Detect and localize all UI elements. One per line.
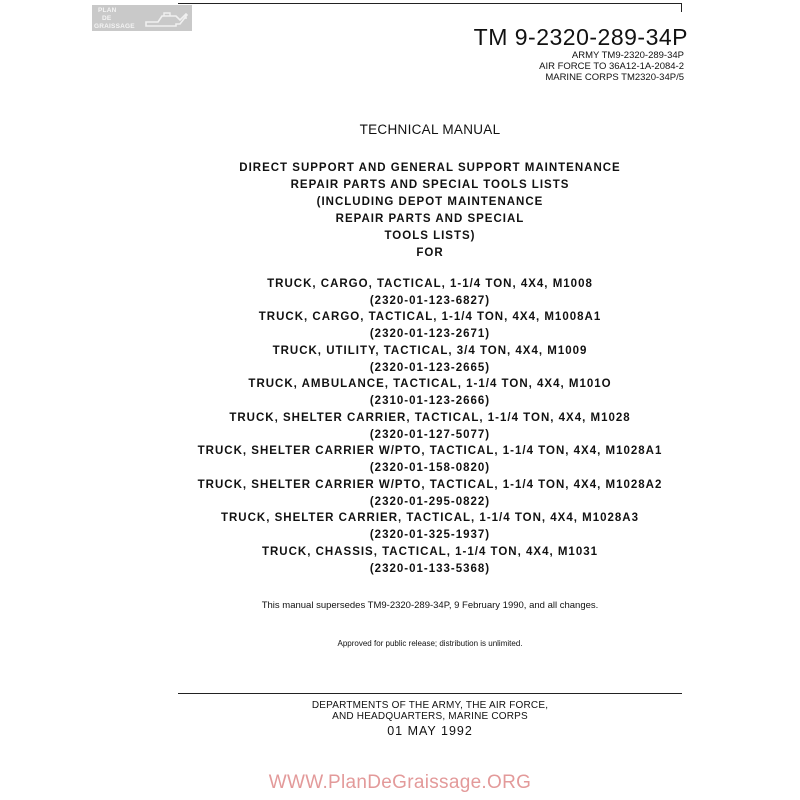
supersedes-notice: This manual supersedes TM9-2320-289-34P, 9 February 1990, and all changes.: [261, 600, 599, 611]
title-line: (INCLUDING DEPOT MAINTENANCE: [316, 196, 544, 208]
air-force-designation: AIR FORCE TO 36A12-1A-2084-2: [539, 61, 684, 72]
title-line: REPAIR PARTS AND SPECIAL: [335, 213, 525, 225]
vehicle-name: TRUCK, UTILITY, TACTICAL, 3/4 TON, 4X4, M1009: [272, 345, 588, 357]
vehicle-name: TRUCK, AMBULANCE, TACTICAL, 1-1/4 TON, 4X4, M101O: [248, 378, 612, 390]
vehicle-nsn: (2320-01-158-0820): [369, 462, 491, 474]
title-line: REPAIR PARTS AND SPECIAL TOOLS LISTS: [290, 179, 570, 191]
vehicle-nsn: (2320-01-123-6827): [369, 295, 491, 307]
vehicle-name: TRUCK, CARGO, TACTICAL, 1-1/4 TON, 4X4, M1008A1: [258, 311, 602, 323]
title-line: DIRECT SUPPORT AND GENERAL SUPPORT MAINTENANCE: [239, 162, 621, 174]
distribution-statement: Approved for public release; distribution is unlimited.: [337, 639, 523, 648]
army-designation: ARMY TM9-2320-289-34P: [571, 50, 684, 61]
bottom-rule: [178, 693, 682, 694]
vehicle-name: TRUCK, SHELTER CARRIER, TACTICAL, 1-1/4 TON, 4X4, M1028A3: [220, 512, 640, 524]
vehicle-nsn: (2320-01-123-2671): [369, 328, 491, 340]
vehicle-nsn: (2320-01-295-0822): [369, 496, 491, 508]
vehicle-nsn: (2320-01-325-1937): [369, 529, 491, 541]
vehicle-name: TRUCK, CARGO, TACTICAL, 1-1/4 TON, 4X4, M1008: [267, 278, 593, 290]
departments-line: DEPARTMENTS OF THE ARMY, THE AIR FORCE,: [311, 700, 549, 711]
title-line: TOOLS LISTS): [384, 230, 476, 242]
vehicle-name: TRUCK, CHASSIS, TACTICAL, 1-1/4 TON, 4X4, M1031: [261, 546, 599, 558]
vehicle-nsn: (2320-01-123-2665): [369, 362, 491, 374]
website-watermark: WWW.PlanDeGraissage.ORG: [268, 772, 532, 793]
logo-text-line2: DE: [102, 15, 112, 22]
vehicle-name: TRUCK, SHELTER CARRIER W/PTO, TACTICAL, 1-1/4 TON, 4X4, M1028A2: [197, 479, 663, 491]
marine-corps-designation: MARINE CORPS TM2320-34P/5: [545, 72, 684, 83]
vehicle-name: TRUCK, SHELTER CARRIER, TACTICAL, 1-1/4 TON, 4X4, M1028: [229, 412, 631, 424]
publication-date: 01 MAY 1992: [387, 724, 473, 738]
logo-text-line3: GRAISSAGE: [94, 23, 135, 30]
title-line-for: FOR: [416, 247, 444, 259]
vehicle-name: TRUCK, SHELTER CARRIER W/PTO, TACTICAL, 1-1/4 TON, 4X4, M1028A1: [197, 445, 663, 457]
logo-text-line1: PLAN: [98, 7, 117, 14]
oil-can-icon: [142, 8, 188, 30]
vehicle-nsn: (2320-01-127-5077): [369, 429, 491, 441]
vehicle-nsn: (2320-01-133-5368): [369, 563, 491, 575]
departments-line: AND HEADQUARTERS, MARINE CORPS: [332, 711, 528, 722]
top-rule-tick: [681, 3, 682, 12]
top-rule: [178, 3, 682, 4]
vehicle-nsn: (2310-01-123-2666): [369, 395, 491, 407]
plan-de-graissage-logo: [92, 5, 192, 31]
technical-manual-label: TECHNICAL MANUAL: [359, 122, 501, 137]
tm-number: TM 9-2320-289-34P: [473, 24, 688, 50]
